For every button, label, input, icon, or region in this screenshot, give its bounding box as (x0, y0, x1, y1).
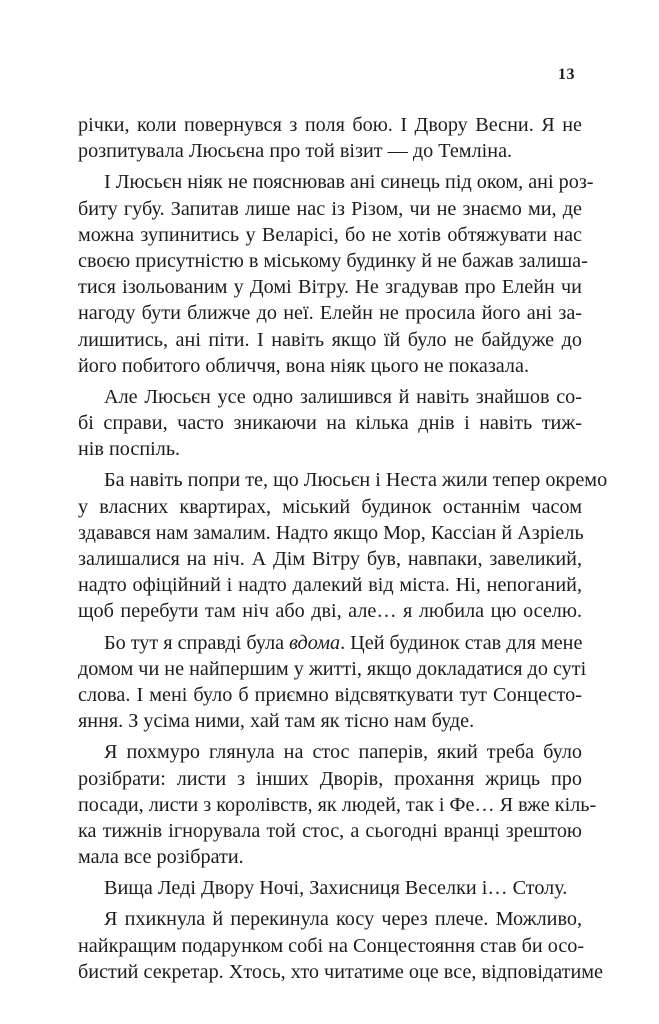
text-line: надто офіційний і надто далекий від міста. Ні, непоганий, (78, 574, 582, 597)
text-line: лишитись, ані піти. І навіть якщо їй було не байдуже до (78, 328, 582, 351)
text-run: . Цей будинок став для мене (340, 631, 583, 654)
paragraph (78, 739, 597, 870)
text-line: бистий секретар. Хтось, хто читатиме оце все, відповідатиме (78, 960, 604, 983)
text-line: розібрати: листи з інших Дворів, прохання жриць про (78, 767, 582, 790)
paragraph (78, 630, 587, 735)
text-line: слова. І мені було б приємно відсвяткувати тут Сонцесто- (78, 683, 582, 706)
paragraph (78, 384, 582, 463)
text-line: мала все розібрати. (78, 846, 244, 869)
text-line: бі справи, часто зникаючи на кілька днів і навіть тиж- (78, 412, 582, 435)
text-line: Я пхикнула й перекинула косу через плече. Можливо, (104, 908, 582, 931)
text-line: тися ізольованим у Домі Вітру. Не згадував про Елейн чи (78, 276, 582, 299)
text-line: домом чи не найпершим у житті, якщо докладатися до суті (78, 657, 587, 680)
text-line: найкращим подарунком собі на Сонцестояння став би осо- (78, 934, 585, 957)
text-line: биту губу. Запитав лише нас із Різом, чи не знаємо ми, де (78, 197, 582, 220)
text-line: І Люсьєн ніяк не пояснював ані синець під оком, ані роз- (104, 171, 594, 194)
text-line: річки, коли повернувся з поля бою. І Двору Весни. Я не (78, 114, 582, 136)
text-line: ка тижнів ігнорувала той стос, а сьогодні вранці зрештою (78, 819, 582, 842)
text-line: здавався нам замалим. Надто якщо Мор, Кассіан й Азріель (78, 521, 584, 544)
text-line: розпитувала Люсьєна про той візит — до Темліна. (78, 140, 513, 163)
text-line: Вища Леді Двору Ночі, Захисниця Веселки і… Столу. (104, 877, 568, 900)
text-line: нагоду бути ближче до неї. Елейн не просила його ані за- (78, 302, 582, 325)
text-run: Бо тут я справді була (104, 631, 290, 654)
text-line: Але Люсьєн усе одно залишився й навіть знайшов со- (104, 385, 582, 408)
paragraph (78, 112, 582, 164)
text-line: посади, листи з королівств, як людей, так і Фе… Я вже кіль- (78, 793, 597, 816)
text-line: нів поспіль. (78, 438, 181, 461)
text-line: своєю присутністю в міському будинку й не бажав залиша- (78, 249, 588, 272)
text-line: яння. З усіма ними, хай там як тісно нам буде. (78, 710, 475, 733)
emphasis-text: вдома (289, 631, 341, 654)
text-line: можна зупинитись у Веларісі, бо не хотів обтяжувати нас (78, 223, 582, 246)
text-line: щоб перебути там ніч або дві, але… я любила цю оселю. (78, 600, 582, 623)
text-line: у власних квартирах, міський будинок останнім часом (78, 495, 582, 518)
paragraph (78, 467, 608, 624)
text-line: Я похмуро глянула на стос паперів, який треба було (104, 741, 582, 764)
paragraph (78, 169, 594, 379)
paragraph (78, 875, 582, 901)
text-line (78, 630, 582, 656)
text-line: залишалися на ніч. А Дім Вітру був, навпаки, завеликий, (78, 548, 582, 570)
paragraph (78, 906, 604, 985)
text-line: Ба навіть попри те, що Люсьєн і Неста жили тепер окремо (104, 469, 608, 492)
body-text (78, 112, 608, 985)
text-line: його побитого обличчя, вона ніяк цього не показала. (78, 354, 530, 377)
page-number: 13 (558, 66, 575, 83)
